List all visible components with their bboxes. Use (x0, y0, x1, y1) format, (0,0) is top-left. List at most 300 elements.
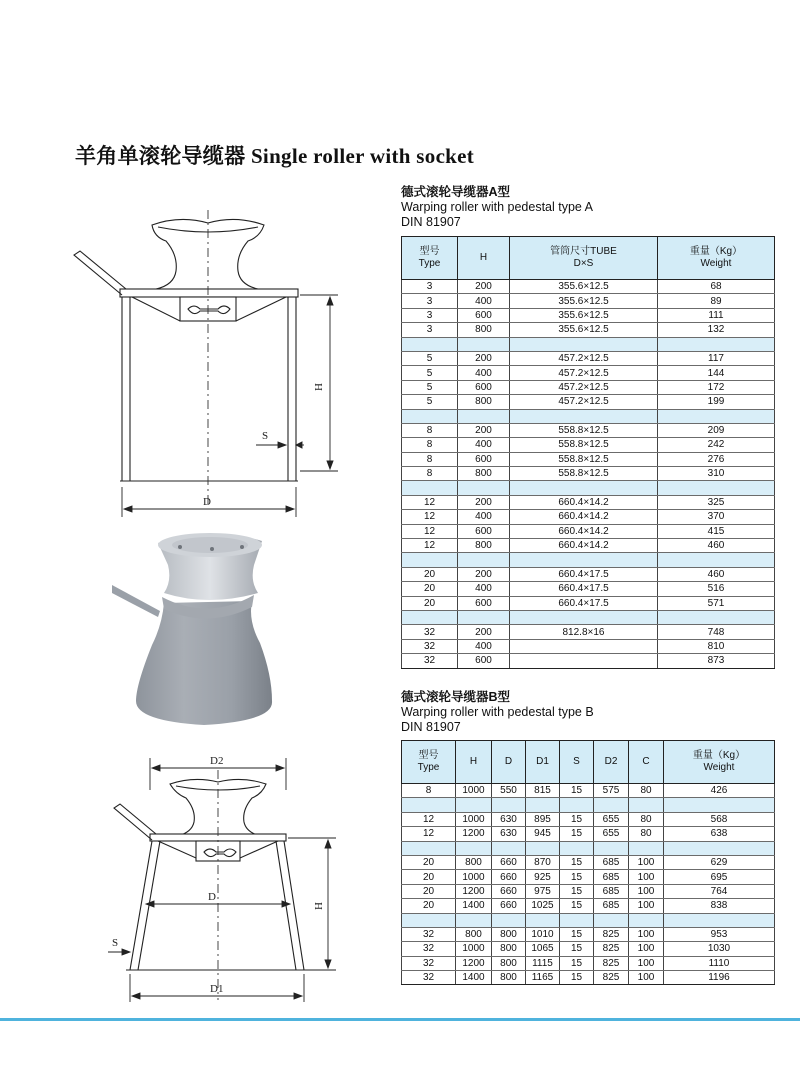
table-cell (492, 798, 526, 812)
table-spacer-row (402, 553, 775, 567)
table-cell: 825 (594, 942, 629, 956)
column-header (510, 237, 658, 280)
table-cell: 32 (402, 625, 458, 639)
table-cell: 660.4×17.5 (510, 596, 658, 610)
table-cell: 68 (658, 280, 775, 294)
table-cell: 600 (458, 524, 510, 538)
table-cell: 945 (526, 827, 560, 841)
table-cell: 825 (594, 927, 629, 941)
table-cell (456, 841, 492, 855)
column-header-en: Weight (703, 762, 735, 773)
table-cell: 355.6×12.5 (510, 280, 658, 294)
table-cell: 12 (402, 812, 456, 826)
table-cell: 355.6×12.5 (510, 294, 658, 308)
table-cell: 242 (658, 438, 775, 452)
table-spacer-row (402, 409, 775, 423)
table-cell: 20 (402, 870, 456, 884)
table-cell (526, 841, 560, 855)
dim-label-s: S (112, 937, 119, 949)
table-cell: 1196 (664, 971, 775, 985)
table-cell: 20 (402, 884, 456, 898)
table-cell (594, 913, 629, 927)
table-cell (526, 913, 560, 927)
table-row (402, 855, 775, 869)
column-header-en: H (479, 252, 488, 263)
table-row (402, 280, 775, 294)
table-cell: 355.6×12.5 (510, 323, 658, 337)
table-cell: 1400 (456, 899, 492, 913)
table-cell: 15 (560, 884, 594, 898)
table-cell: 355.6×12.5 (510, 308, 658, 322)
table-cell (658, 481, 775, 495)
table-cell: 558.8×12.5 (510, 438, 658, 452)
column-header (458, 237, 510, 280)
table-cell: 400 (458, 294, 510, 308)
table-cell (560, 913, 594, 927)
table-cell: 558.8×12.5 (510, 423, 658, 437)
table-cell (658, 337, 775, 351)
table-cell: 400 (458, 639, 510, 653)
section-a-standard: DIN 81907 (401, 215, 461, 229)
table-row (402, 423, 775, 437)
column-header-cn: 型号 (418, 750, 439, 761)
table-cell: 1200 (456, 884, 492, 898)
table-row (402, 351, 775, 365)
table-cell: 638 (664, 827, 775, 841)
table-cell: 400 (458, 510, 510, 524)
table-cell: 5 (402, 380, 458, 394)
table-cell: 800 (458, 467, 510, 481)
table-cell: 800 (492, 942, 526, 956)
table-cell: 953 (664, 927, 775, 941)
table-cell (510, 409, 658, 423)
table-cell: 400 (458, 582, 510, 596)
table-cell: 825 (594, 971, 629, 985)
dim-label-d1: D1 (210, 983, 224, 995)
dim-label-s: S (262, 430, 269, 442)
table-row (402, 308, 775, 322)
table-cell: 925 (526, 870, 560, 884)
table-cell: 600 (458, 308, 510, 322)
table-row (402, 899, 775, 913)
bottom-rule (0, 1018, 800, 1021)
table-cell: 3 (402, 280, 458, 294)
table-cell: 15 (560, 827, 594, 841)
table-spacer-row (402, 841, 775, 855)
table-cell: 660.4×14.2 (510, 495, 658, 509)
table-header-row (402, 237, 775, 280)
table-cell (402, 553, 458, 567)
table-cell: 200 (458, 625, 510, 639)
table-cell (629, 913, 664, 927)
table-cell (402, 841, 456, 855)
section-b-title-en: Warping roller with pedestal type B (401, 705, 594, 719)
table-cell (510, 654, 658, 668)
table-cell: 310 (658, 467, 775, 481)
spec-table-type-b (401, 740, 775, 985)
column-header-cn: 管筒尺寸TUBE (550, 246, 617, 257)
table-cell: 100 (629, 927, 664, 941)
table-cell: 200 (458, 351, 510, 365)
column-header-en: D1 (536, 756, 549, 767)
table-cell: 800 (492, 927, 526, 941)
table-cell: 15 (560, 927, 594, 941)
spec-table-type-a (401, 236, 775, 669)
table-row (402, 294, 775, 308)
table-cell (664, 798, 775, 812)
section-a-title-cn: 德式滚轮导缆器A型 (401, 185, 511, 199)
column-header-cn: 重量（Kg） (692, 750, 746, 761)
table-cell (492, 841, 526, 855)
table-cell (458, 610, 510, 624)
table-cell: 575 (594, 784, 629, 798)
table-cell: 172 (658, 380, 775, 394)
table-cell: 655 (594, 812, 629, 826)
table-cell: 132 (658, 323, 775, 337)
table-cell: 800 (458, 395, 510, 409)
table-cell (402, 481, 458, 495)
section-b-caption (401, 690, 594, 735)
table-cell: 800 (458, 539, 510, 553)
table-cell: 660 (492, 884, 526, 898)
table-cell (458, 481, 510, 495)
column-header (526, 741, 560, 784)
dim-label-d: D (208, 891, 216, 903)
table-cell: 764 (664, 884, 775, 898)
column-header (629, 741, 664, 784)
table-row (402, 956, 775, 970)
table-cell: 630 (492, 812, 526, 826)
table-cell: 12 (402, 510, 458, 524)
table-cell: 276 (658, 452, 775, 466)
table-cell: 8 (402, 423, 458, 437)
table-cell: 870 (526, 855, 560, 869)
table-cell: 558.8×12.5 (510, 452, 658, 466)
column-header (456, 741, 492, 784)
table-cell (658, 409, 775, 423)
table-cell (458, 337, 510, 351)
table-cell: 1000 (456, 812, 492, 826)
column-header-en: Weight (700, 258, 732, 269)
column-header-en: D (504, 756, 513, 767)
section-b-standard: DIN 81907 (401, 720, 461, 734)
table-row (402, 467, 775, 481)
table-cell: 748 (658, 625, 775, 639)
table-cell: 80 (629, 812, 664, 826)
table-cell: 20 (402, 855, 456, 869)
table-cell: 20 (402, 582, 458, 596)
table-row (402, 567, 775, 581)
table-cell: 400 (458, 438, 510, 452)
table-cell: 100 (629, 971, 664, 985)
table-spacer-row (402, 798, 775, 812)
table-cell: 695 (664, 870, 775, 884)
table-row (402, 524, 775, 538)
table-cell: 800 (492, 956, 526, 970)
table-cell: 20 (402, 567, 458, 581)
table-cell: 15 (560, 855, 594, 869)
table-cell: 571 (658, 596, 775, 610)
table-cell: 457.2×12.5 (510, 395, 658, 409)
table-cell (629, 798, 664, 812)
table-cell: 660.4×14.2 (510, 539, 658, 553)
table-cell: 600 (458, 596, 510, 610)
table-cell (658, 610, 775, 624)
table-cell: 32 (402, 956, 456, 970)
column-header-en: Type (418, 258, 441, 269)
column-header (594, 741, 629, 784)
table-cell: 8 (402, 467, 458, 481)
table-cell: 1030 (664, 942, 775, 956)
table-cell: 1115 (526, 956, 560, 970)
table-cell: 8 (402, 438, 458, 452)
table-cell: 516 (658, 582, 775, 596)
table-cell (456, 913, 492, 927)
table-cell: 325 (658, 495, 775, 509)
table-cell: 20 (402, 899, 456, 913)
table-cell: 100 (629, 899, 664, 913)
diagram-type-b (100, 750, 365, 1010)
table-cell: 32 (402, 971, 456, 985)
table-row (402, 539, 775, 553)
table-row (402, 942, 775, 956)
table-cell: 600 (458, 380, 510, 394)
section-b-title-cn: 德式滚轮导缆器B型 (401, 690, 511, 704)
table-cell: 1000 (456, 870, 492, 884)
table-cell (510, 337, 658, 351)
table-cell: 12 (402, 495, 458, 509)
table-cell: 3 (402, 294, 458, 308)
column-header-cn: 重量（Kg） (689, 246, 743, 257)
table-cell: 5 (402, 366, 458, 380)
table-cell: 685 (594, 855, 629, 869)
diagram-type-a (60, 205, 360, 525)
table-cell: 660 (492, 855, 526, 869)
table-cell: 660.4×17.5 (510, 567, 658, 581)
table-row (402, 366, 775, 380)
table-cell (402, 798, 456, 812)
column-header (402, 741, 456, 784)
table-row (402, 596, 775, 610)
page-title: 羊角单滚轮导缆器 Single roller with socket (75, 144, 475, 168)
table-cell: 5 (402, 351, 458, 365)
table-cell: 1000 (456, 942, 492, 956)
table-cell: 100 (629, 956, 664, 970)
table-header-row (402, 741, 775, 784)
table-row (402, 438, 775, 452)
dim-label-h: H (313, 902, 325, 910)
table-cell: 460 (658, 567, 775, 581)
table-row (402, 625, 775, 639)
dim-label-h: H (313, 383, 325, 391)
table-cell: 80 (629, 827, 664, 841)
table-cell: 685 (594, 870, 629, 884)
column-header-en: Type (417, 762, 440, 773)
column-header-en: D×S (573, 258, 594, 269)
table-row (402, 380, 775, 394)
table-spacer-row (402, 913, 775, 927)
table-cell: 1200 (456, 827, 492, 841)
table-cell: 1065 (526, 942, 560, 956)
table-cell (402, 337, 458, 351)
table-cell: 550 (492, 784, 526, 798)
table-cell (594, 841, 629, 855)
table-cell: 80 (629, 784, 664, 798)
table-cell: 15 (560, 784, 594, 798)
table-cell: 415 (658, 524, 775, 538)
table-cell (510, 610, 658, 624)
table-row (402, 784, 775, 798)
table-cell: 1025 (526, 899, 560, 913)
dim-label-d: D (203, 496, 211, 508)
table-cell (402, 913, 456, 927)
table-cell: 660.4×17.5 (510, 582, 658, 596)
table-cell: 32 (402, 654, 458, 668)
table-cell: 12 (402, 524, 458, 538)
table-cell: 400 (458, 366, 510, 380)
section-a-caption (401, 185, 593, 230)
table-cell: 200 (458, 495, 510, 509)
table-cell: 800 (458, 323, 510, 337)
table-cell: 15 (560, 870, 594, 884)
table-cell: 15 (560, 971, 594, 985)
table-cell: 15 (560, 899, 594, 913)
table-cell (510, 481, 658, 495)
table-cell: 685 (594, 884, 629, 898)
table-cell: 457.2×12.5 (510, 380, 658, 394)
table-cell: 600 (458, 452, 510, 466)
table-cell: 873 (658, 654, 775, 668)
table-cell: 457.2×12.5 (510, 366, 658, 380)
table-cell: 800 (456, 927, 492, 941)
table-cell (594, 798, 629, 812)
table-row (402, 971, 775, 985)
table-cell: 660.4×14.2 (510, 510, 658, 524)
column-header-cn: 型号 (419, 246, 440, 257)
table-cell: 3 (402, 323, 458, 337)
table-cell: 199 (658, 395, 775, 409)
table-cell: 630 (492, 827, 526, 841)
table-cell: 1000 (456, 784, 492, 798)
column-header (492, 741, 526, 784)
table-cell: 1165 (526, 971, 560, 985)
table-cell: 1400 (456, 971, 492, 985)
table-cell: 100 (629, 855, 664, 869)
table-cell: 975 (526, 884, 560, 898)
table-cell: 370 (658, 510, 775, 524)
table-cell: 144 (658, 366, 775, 380)
table-cell: 800 (456, 855, 492, 869)
table-cell: 100 (629, 870, 664, 884)
table-cell: 812.8×16 (510, 625, 658, 639)
table-cell (658, 553, 775, 567)
table-spacer-row (402, 610, 775, 624)
table-row (402, 884, 775, 898)
table-cell: 558.8×12.5 (510, 467, 658, 481)
table-cell: 3 (402, 308, 458, 322)
table-cell: 660.4×14.2 (510, 524, 658, 538)
table-cell (492, 913, 526, 927)
column-header-en: S (573, 756, 580, 767)
table-cell: 200 (458, 423, 510, 437)
table-cell: 1110 (664, 956, 775, 970)
table-row (402, 812, 775, 826)
table-cell: 568 (664, 812, 775, 826)
table-cell: 460 (658, 539, 775, 553)
table-cell: 100 (629, 884, 664, 898)
table-cell (510, 553, 658, 567)
table-cell (458, 553, 510, 567)
table-cell: 629 (664, 855, 775, 869)
table-row (402, 870, 775, 884)
table-cell: 15 (560, 956, 594, 970)
section-a-title-en: Warping roller with pedestal type A (401, 200, 593, 214)
table-cell: 32 (402, 639, 458, 653)
column-header-en: D2 (604, 756, 618, 767)
table-cell: 5 (402, 395, 458, 409)
table-cell: 12 (402, 539, 458, 553)
table-cell: 20 (402, 596, 458, 610)
table-spacer-row (402, 337, 775, 351)
table-cell: 209 (658, 423, 775, 437)
table-cell: 15 (560, 812, 594, 826)
table-cell: 111 (658, 308, 775, 322)
table-row (402, 510, 775, 524)
table-cell: 32 (402, 927, 456, 941)
column-header (664, 741, 775, 784)
table-cell (526, 798, 560, 812)
table-cell (664, 913, 775, 927)
table-cell (510, 639, 658, 653)
table-cell (458, 409, 510, 423)
table-cell: 660 (492, 899, 526, 913)
column-header-en: C (642, 756, 650, 767)
table-row (402, 495, 775, 509)
table-cell: 838 (664, 899, 775, 913)
table-row (402, 395, 775, 409)
table-cell: 100 (629, 942, 664, 956)
table-cell: 660 (492, 870, 526, 884)
table-cell: 8 (402, 784, 456, 798)
table-cell: 810 (658, 639, 775, 653)
column-header (560, 741, 594, 784)
table-cell (402, 610, 458, 624)
table-cell: 800 (492, 971, 526, 985)
table-cell: 1200 (456, 956, 492, 970)
table-cell: 426 (664, 784, 775, 798)
table-cell (629, 841, 664, 855)
table-row (402, 582, 775, 596)
table-cell: 32 (402, 942, 456, 956)
table-cell: 15 (560, 942, 594, 956)
table-cell (456, 798, 492, 812)
column-header-en: H (469, 756, 478, 767)
table-cell: 655 (594, 827, 629, 841)
table-row (402, 452, 775, 466)
table-cell (560, 798, 594, 812)
table-cell: 825 (594, 956, 629, 970)
table-cell: 117 (658, 351, 775, 365)
table-cell: 457.2×12.5 (510, 351, 658, 365)
table-cell: 12 (402, 827, 456, 841)
table-cell: 8 (402, 452, 458, 466)
table-cell: 1010 (526, 927, 560, 941)
table-cell: 895 (526, 812, 560, 826)
table-cell: 815 (526, 784, 560, 798)
table-row (402, 654, 775, 668)
column-header (402, 237, 458, 280)
table-cell: 89 (658, 294, 775, 308)
